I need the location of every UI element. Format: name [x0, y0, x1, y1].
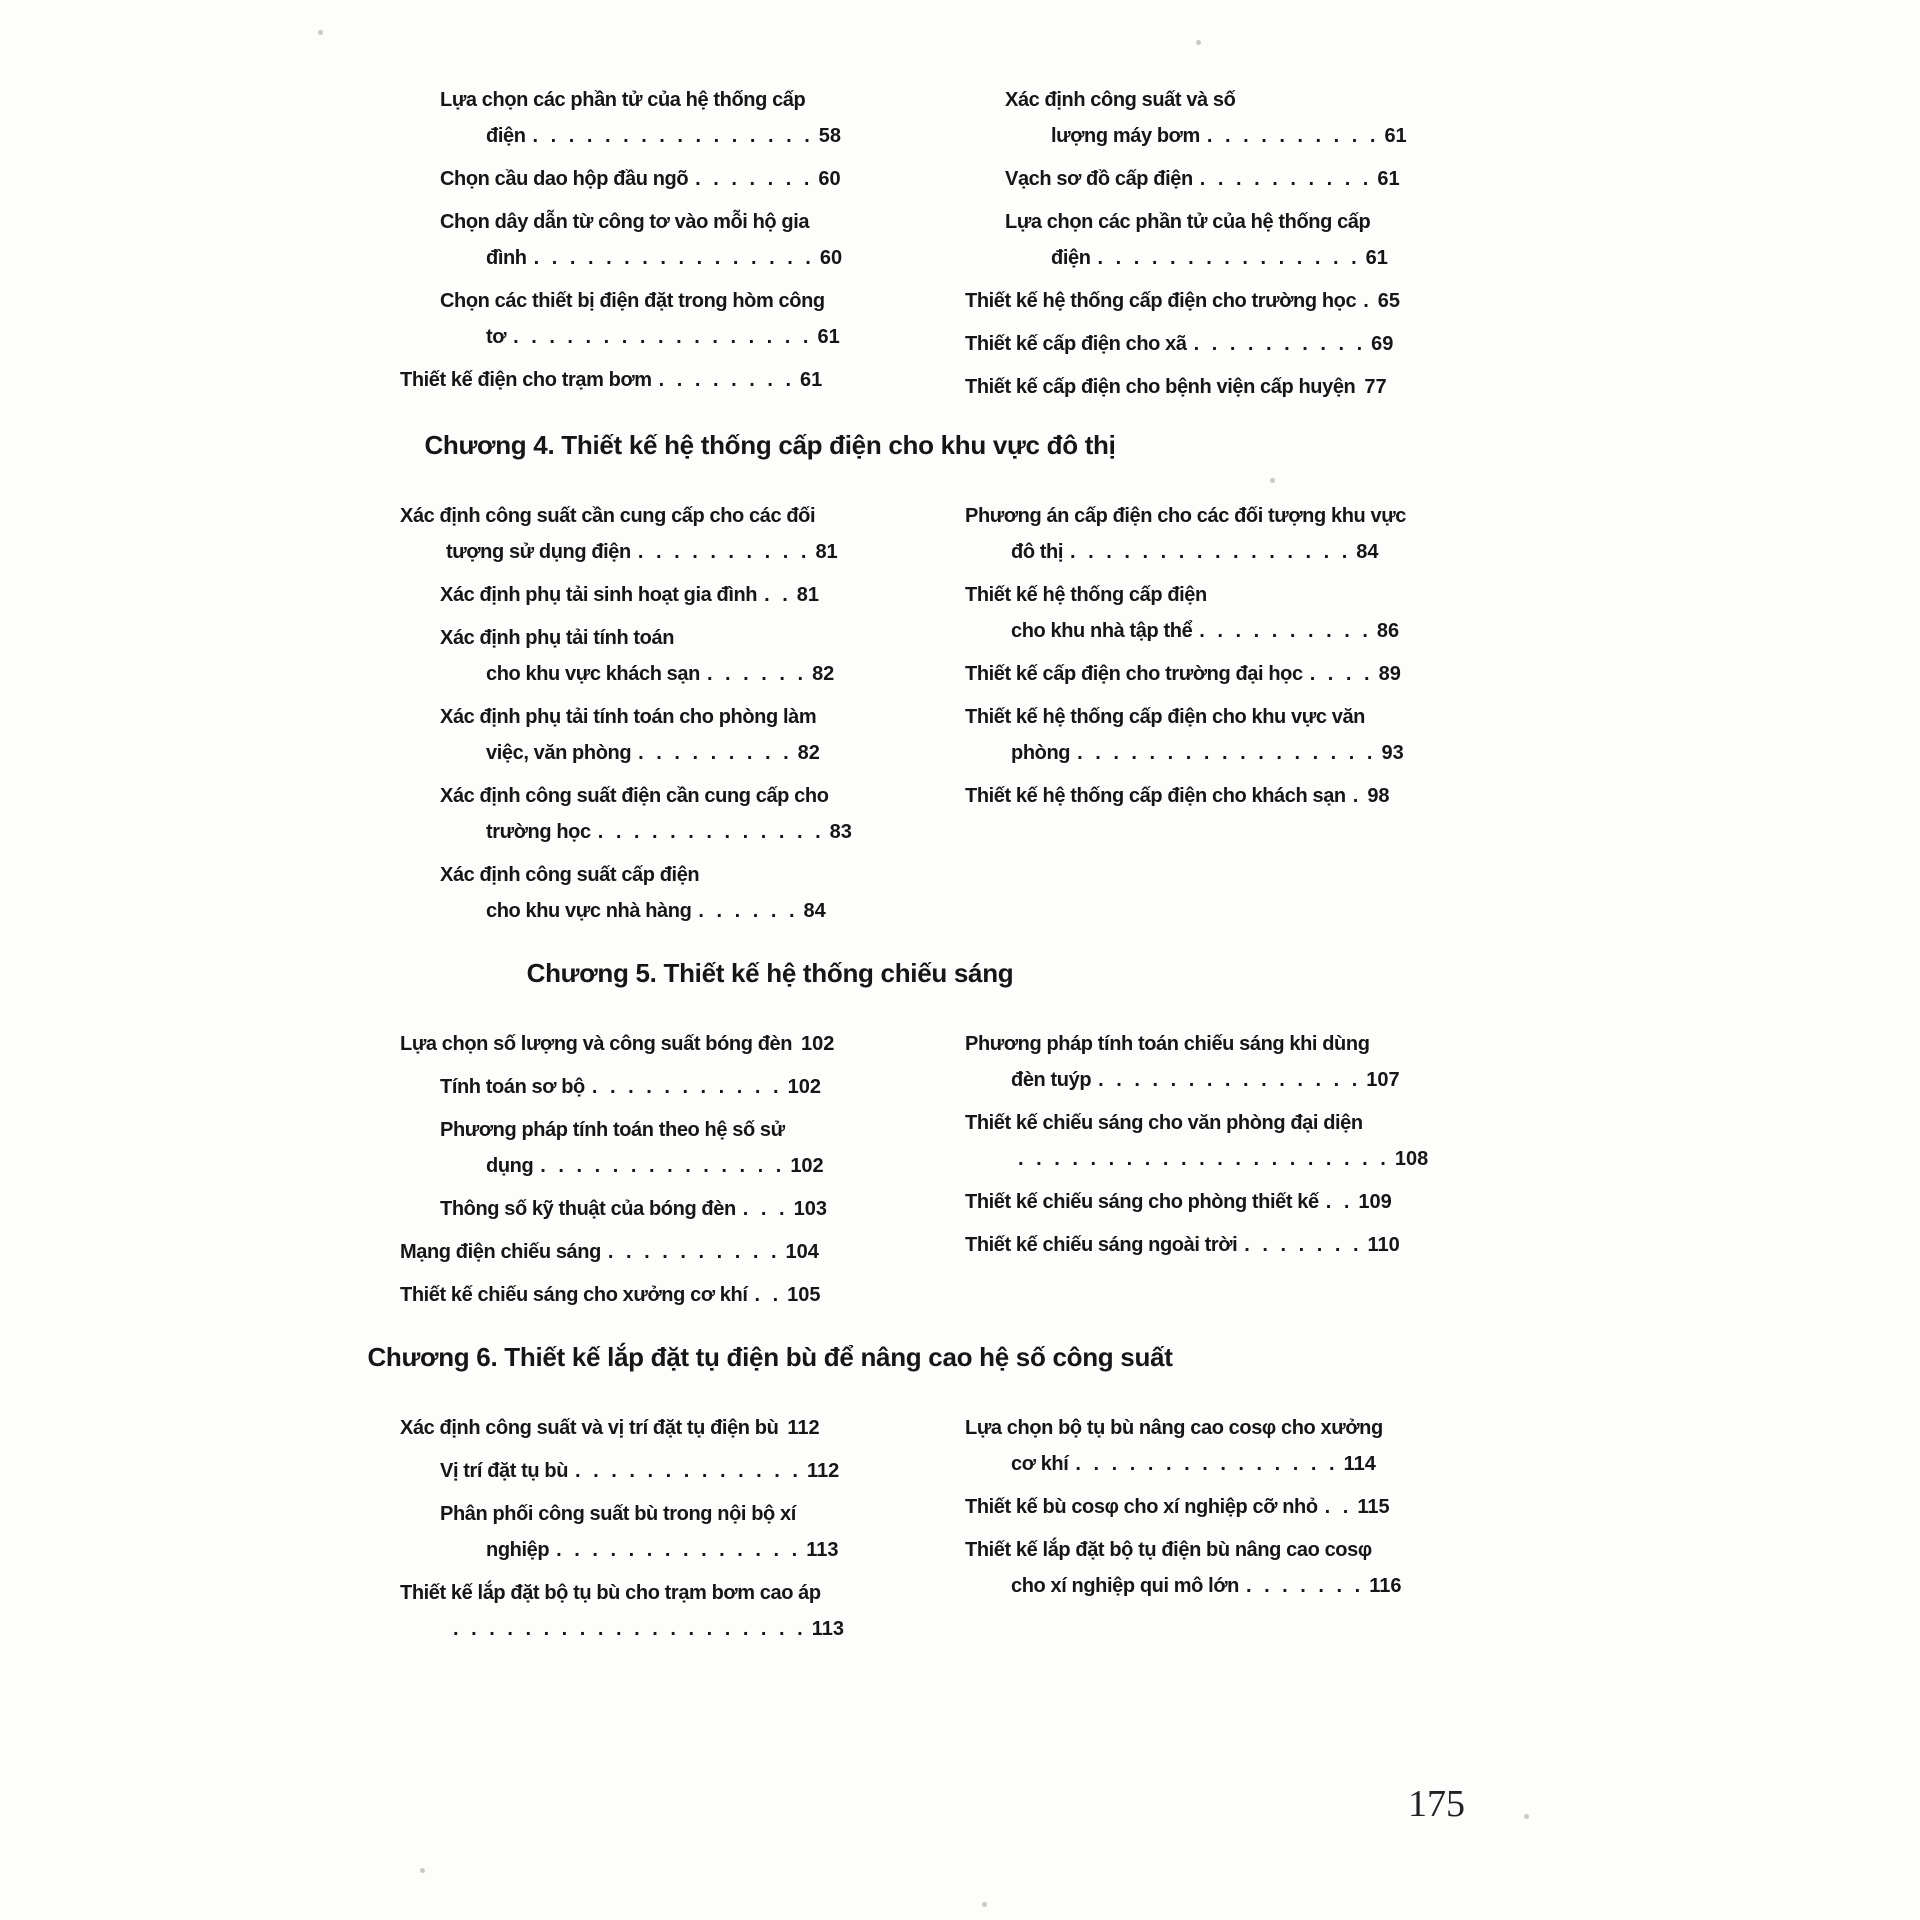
toc-entry: [1005, 82, 1465, 154]
toc-entry-line: [440, 656, 840, 692]
toc-entry: [965, 326, 1465, 362]
toc-page-ref: 82: [797, 742, 820, 764]
toc-entry: [440, 1112, 840, 1184]
toc-entry: [965, 283, 1465, 319]
toc-column-right: [965, 1026, 1465, 1270]
toc-entry-text: đình: [486, 247, 527, 269]
toc-entry-line: [965, 1105, 1465, 1141]
toc-entry-text: tơ: [486, 326, 507, 348]
toc-entry-text: Thiết kế lắp đặt bộ tụ bù cho trạm bơm cao áp: [400, 1582, 821, 1604]
toc-entry-line: [965, 613, 1465, 649]
toc-entry-line: [965, 1227, 1465, 1263]
toc-entry: [965, 1026, 1465, 1098]
dot-leader: . . . . . . . . . .: [1193, 333, 1363, 355]
toc-page-ref: 83: [829, 821, 852, 843]
toc-page-ref: 69: [1371, 333, 1394, 355]
toc-entry: [965, 577, 1465, 649]
toc-entry-line: [440, 1496, 840, 1532]
toc-page-ref: 61: [817, 326, 840, 348]
toc-page-ref: 113: [811, 1618, 844, 1640]
toc-entry-text: Vạch sơ đồ cấp điện: [1005, 168, 1193, 190]
toc-page-ref: 102: [790, 1155, 824, 1177]
toc-entry: [965, 1105, 1465, 1177]
toc-page-ref: 115: [1357, 1496, 1390, 1518]
toc-entry-line: [400, 534, 840, 570]
toc-entry-text: Xác định công suất cần cung cấp cho các đối: [400, 505, 816, 527]
toc-entry-line: [965, 1141, 1465, 1177]
dot-leader: . . . . . . . . . . . . . . . . . . . . .: [1018, 1148, 1386, 1170]
toc-entry-line: [440, 1069, 840, 1105]
dot-leader: . . . . . . . . . .: [1199, 620, 1368, 642]
toc-entry: [1005, 161, 1465, 197]
toc-entry-text: Thiết kế lắp đặt bộ tụ điện bù nâng cao cosφ: [965, 1539, 1372, 1561]
toc-page-ref: 103: [793, 1198, 827, 1220]
toc-entry-line: [440, 1453, 840, 1489]
toc-entry-line: [965, 699, 1465, 735]
toc-entry-text: Thiết kế cấp điện cho xã: [965, 333, 1187, 355]
toc-entry-text: Phân phối công suất bù trong nội bộ xí: [440, 1503, 796, 1525]
toc-entry-text: Thiết kế điện cho trạm bơm: [400, 369, 652, 391]
toc-entry-text: Thiết kế hệ thống cấp điện cho khu vực văn: [965, 706, 1365, 728]
toc-entry: [400, 1026, 840, 1062]
toc-entry-text: Thiết kế cấp điện cho bệnh viện cấp huyện: [965, 376, 1356, 398]
toc-entry-line: [1005, 240, 1465, 276]
dot-leader: . . . . . . . . . . . . . . . . . . . .: [453, 1618, 803, 1640]
page-number: 175: [1408, 1783, 1465, 1825]
toc-page-ref: 58: [818, 125, 842, 147]
toc-entry-text: Xác định phụ tải tính toán cho phòng làm: [440, 706, 817, 728]
toc-entry-line: [965, 283, 1465, 319]
toc-entry: [400, 1575, 844, 1647]
toc-entry-text: cho khu nhà tập thể: [1011, 620, 1193, 642]
toc-page-ref: 107: [1366, 1069, 1400, 1091]
toc-entry-line: [1005, 118, 1465, 154]
toc-entry-line: [400, 1277, 840, 1313]
toc-entry-text: Vị trí đặt tụ bù: [440, 1460, 569, 1482]
dot-leader: . . . . . . . . . . . . . . . .: [533, 247, 811, 269]
toc-entry-line: [400, 1611, 844, 1647]
toc-entry-text: Lựa chọn các phần tử của hệ thống cấp: [1005, 211, 1371, 233]
toc-entry-text: Xác định công suất và số: [1005, 89, 1236, 111]
toc-entry-text: đô thị: [1011, 541, 1064, 563]
toc-entry-text: Lựa chọn bộ tụ bù nâng cao cosφ cho xưởng: [965, 1417, 1383, 1439]
toc-entry: [440, 161, 840, 197]
toc-entry: [965, 1489, 1465, 1525]
toc-entry: [400, 1277, 840, 1313]
toc-page-ref: 89: [1378, 663, 1401, 685]
toc-entry-text: nghiệp: [486, 1539, 550, 1561]
toc-page-ref: 105: [787, 1284, 821, 1306]
dot-leader: . . . . . . . .: [658, 369, 792, 391]
toc-page-ref: 110: [1367, 1234, 1400, 1256]
chapter-heading: Chương 6. Thiết kế lắp đặt tụ điện bù để nâng cao hệ số công suất: [367, 1342, 1173, 1372]
toc-entry-line: [440, 240, 843, 276]
toc-entry-text: tượng sử dụng điện: [446, 541, 631, 563]
toc-column-left: [400, 1410, 844, 1654]
toc-entry-line: [1005, 161, 1465, 197]
toc-entry: [965, 778, 1465, 814]
toc-entry: [965, 1184, 1465, 1220]
toc-entry-line: [965, 1532, 1465, 1568]
toc-page-ref: 102: [787, 1076, 821, 1098]
toc-entry-line: [440, 1112, 840, 1148]
toc-entry-line: [965, 1026, 1465, 1062]
toc-page-ref: 84: [1356, 541, 1379, 563]
toc-entry-text: Phương án cấp điện cho các đối tượng khu vực: [965, 505, 1407, 527]
toc-column-right: [965, 1410, 1465, 1611]
toc-entry-text: Xác định phụ tải sinh hoạt gia đình: [440, 584, 758, 606]
toc-entry-text: Xác định công suất và vị trí đặt tụ điện bù: [400, 1417, 779, 1439]
toc-entry-line: [965, 1062, 1465, 1098]
dot-leader: . .: [1324, 1496, 1349, 1518]
toc-page-ref: 86: [1376, 620, 1400, 642]
toc-entry-line: [965, 577, 1465, 613]
toc-entry-line: [440, 1148, 840, 1184]
dot-leader: . . . . . . . . . . . . .: [575, 1460, 798, 1482]
dot-leader: . . . . . . . . . . . . . . .: [1098, 1069, 1358, 1091]
toc-page-ref: 84: [803, 900, 826, 922]
toc-entry-text: dụng: [486, 1155, 534, 1177]
toc-entry-line: [400, 1410, 840, 1446]
toc-entry-text: Xác định công suất điện cần cung cấp cho: [440, 785, 829, 807]
toc-entry: [440, 1496, 840, 1568]
toc-page-ref: 109: [1358, 1191, 1392, 1213]
toc-entry-line: [440, 778, 840, 814]
toc-entry-line: [440, 1191, 840, 1227]
toc-entry-line: [440, 204, 840, 240]
toc-entry-line: [440, 893, 840, 929]
dot-leader: . . . . . . . . . . .: [591, 1076, 779, 1098]
toc-entry-line: [400, 1575, 840, 1611]
toc-entry-text: lượng máy bơm: [1051, 125, 1200, 147]
toc-page-ref: 113: [806, 1539, 839, 1561]
toc-entry-text: Tính toán sơ bộ: [440, 1076, 585, 1098]
toc-column-left: [400, 498, 852, 936]
toc-entry-text: đèn tuýp: [1011, 1069, 1092, 1091]
toc-entry-line: [440, 1532, 840, 1568]
toc-entry-text: Thiết kế chiếu sáng cho phòng thiết kế: [965, 1191, 1319, 1213]
toc-page-ref: 112: [787, 1417, 820, 1439]
toc-entry-line: [440, 814, 852, 850]
toc-entry-line: [400, 498, 840, 534]
toc-entry: [440, 577, 840, 613]
dot-leader: . .: [764, 584, 788, 606]
toc-entry-line: [965, 326, 1465, 362]
dot-leader: . . . . . . .: [695, 168, 810, 190]
dot-leader: . . . . . .: [706, 663, 804, 685]
toc-page-ref: 60: [819, 247, 843, 269]
dot-leader: .: [1352, 785, 1359, 807]
toc-entry-text: Thiết kế chiếu sáng cho văn phòng đại diện: [965, 1112, 1363, 1134]
toc-entry-text: Thiết kế chiếu sáng cho xưởng cơ khí: [400, 1284, 748, 1306]
toc-entry-text: Thiết kế hệ thống cấp điện cho khách sạn: [965, 785, 1346, 807]
toc-entry: [965, 369, 1465, 405]
scan-speck: [1196, 40, 1201, 45]
dot-leader: . . . . . . . . . .: [607, 1241, 777, 1263]
toc-entry-line: [965, 656, 1465, 692]
toc-entry-line: [965, 1489, 1465, 1525]
toc-entry-line: [1005, 82, 1465, 118]
toc-entry-line: [440, 118, 840, 154]
toc-column-left: [400, 82, 843, 405]
toc-page-ref: 81: [796, 584, 820, 606]
toc-entry: [1005, 204, 1465, 276]
scan-speck: [318, 30, 323, 35]
toc-entry-text: Chọn dây dẫn từ công tơ vào mỗi hộ gia: [440, 211, 810, 233]
toc-entry: [440, 778, 852, 850]
toc-entry: [965, 699, 1465, 771]
dot-leader: . . . . . . . . . . . . . . . . .: [513, 326, 809, 348]
toc-entry-text: điện: [486, 125, 526, 147]
toc-entry-text: Thiết kế bù cosφ cho xí nghiệp cỡ nhỏ: [965, 1496, 1318, 1518]
toc-entry-text: Thông số kỹ thuật của bóng đèn: [440, 1198, 736, 1220]
dot-leader: . . . . . . . . . . . . . . . . .: [1077, 742, 1373, 764]
toc-entry-text: Chọn cầu dao hộp đầu ngõ: [440, 168, 689, 190]
toc-entry-line: [440, 319, 840, 355]
toc-page-ref: 61: [1384, 125, 1407, 147]
toc-page-ref: 61: [800, 369, 823, 391]
toc-page-ref: 108: [1394, 1148, 1429, 1170]
dot-leader: . . . .: [1309, 663, 1370, 685]
toc-entry-text: điện: [1051, 247, 1091, 269]
toc-entry-text: Thiết kế hệ thống cấp điện cho trường học: [965, 290, 1357, 312]
toc-entry: [400, 1410, 840, 1446]
toc-entry: [440, 82, 840, 154]
toc-entry-text: cho xí nghiệp qui mô lớn: [1011, 1575, 1239, 1597]
toc-entry-line: [440, 735, 840, 771]
toc-entry-text: Mạng điện chiếu sáng: [400, 1241, 601, 1263]
toc-entry: [440, 204, 843, 276]
toc-entry: [965, 1410, 1465, 1482]
toc-entry: [440, 699, 840, 771]
toc-entry-text: cho khu vực khách sạn: [486, 663, 700, 685]
toc-entry: [440, 1453, 840, 1489]
dot-leader: . . . . . . . . . . . . . .: [540, 1155, 782, 1177]
dot-leader: . . . . . . . . . . . . . .: [556, 1539, 798, 1561]
toc-entry-text: Phương pháp tính toán theo hệ số sử: [440, 1119, 785, 1141]
toc-entry-text: phòng: [1011, 742, 1071, 764]
toc-entry-line: [440, 82, 840, 118]
toc-entry-line: [440, 699, 840, 735]
toc-column-right: [965, 82, 1465, 412]
toc-page-ref: 60: [818, 168, 841, 190]
toc-entry-line: [965, 1410, 1465, 1446]
toc-entry-text: Xác định phụ tải tính toán: [440, 627, 675, 649]
dot-leader: . . . . . . . . . .: [1206, 125, 1376, 147]
toc-entry: [400, 498, 840, 570]
toc-entry-text: Lựa chọn số lượng và công suất bóng đèn: [400, 1033, 793, 1055]
toc-page-ref: 61: [1377, 168, 1400, 190]
toc-column-right: [965, 498, 1465, 821]
dot-leader: . . . . . . . . . . . . . . . .: [532, 125, 810, 147]
toc-entry: [440, 1069, 840, 1105]
toc-entry-line: [440, 283, 840, 319]
toc-page-ref: 112: [806, 1460, 840, 1482]
toc-entry-line: [440, 161, 840, 197]
dot-leader: . . . . . . . . .: [638, 742, 789, 764]
dot-leader: .: [1363, 290, 1369, 312]
toc-column-left: [400, 1026, 840, 1320]
toc-entry: [965, 656, 1465, 692]
toc-page-ref: 114: [1343, 1453, 1376, 1475]
toc-entry-text: cho khu vực nhà hàng: [486, 900, 692, 922]
toc-page-ref: 98: [1367, 785, 1390, 807]
toc-entry-line: [440, 620, 840, 656]
toc-entry-line: [400, 1234, 840, 1270]
dot-leader: . . . . . . . . . . . . . . . .: [1070, 541, 1348, 563]
toc-page-ref: 116: [1369, 1575, 1402, 1597]
dot-leader: . . . . . . . . . .: [637, 541, 807, 563]
toc-page-ref: 65: [1377, 290, 1401, 312]
chapter-heading: Chương 4. Thiết kế hệ thống cấp điện cho khu vực đô thị: [424, 430, 1116, 460]
toc-entry-line: [440, 577, 840, 613]
toc-entry: [400, 362, 840, 398]
scan-speck: [982, 1902, 987, 1907]
scan-speck: [1270, 478, 1275, 483]
toc-entry-line: [965, 1568, 1465, 1604]
toc-page-ref: 61: [1365, 247, 1388, 269]
toc-entry-text: trường học: [486, 821, 591, 843]
dot-leader: . . . . . . .: [1245, 1575, 1361, 1597]
toc-entry-line: [965, 498, 1465, 534]
toc-entry-line: [400, 1026, 840, 1062]
toc-page-ref: 81: [815, 541, 838, 563]
toc-entry-line: [440, 857, 840, 893]
toc-entry-line: [1005, 204, 1465, 240]
toc-entry-text: Chọn các thiết bị điện đặt trong hòm công: [440, 290, 825, 312]
toc-page-ref: 77: [1364, 376, 1387, 398]
dot-leader: . . . . . . . . . . . . . . .: [1075, 1453, 1335, 1475]
dot-leader: . . . . . . . . . .: [1199, 168, 1369, 190]
toc-entry-text: Xác định công suất cấp điện: [440, 864, 700, 886]
toc-entry-line: [965, 778, 1465, 814]
toc-entry-text: Thiết kế chiếu sáng ngoài trời: [965, 1234, 1238, 1256]
dot-leader: . .: [1325, 1191, 1350, 1213]
dot-leader: . . . . . . . . . . . . . . .: [1097, 247, 1357, 269]
toc-entry: [965, 1532, 1465, 1604]
toc-entry: [400, 1234, 840, 1270]
toc-entry-line: [400, 362, 840, 398]
toc-entry-text: Thiết kế cấp điện cho trường đại học: [965, 663, 1303, 685]
dot-leader: . .: [754, 1284, 779, 1306]
toc-entry-text: cơ khí: [1011, 1453, 1069, 1475]
toc-entry: [440, 620, 840, 692]
toc-entry-text: Lựa chọn các phần tử của hệ thống cấp: [440, 89, 806, 111]
toc-entry-line: [965, 735, 1465, 771]
toc-entry: [440, 283, 840, 355]
dot-leader: . . .: [742, 1198, 785, 1220]
dot-leader: . . . . . . . . . . . . .: [597, 821, 821, 843]
toc-entry-line: [965, 1446, 1465, 1482]
toc-entry-line: [965, 534, 1465, 570]
toc-entry: [965, 498, 1465, 570]
toc-entry-text: Phương pháp tính toán chiếu sáng khi dùng: [965, 1033, 1370, 1055]
toc-page-ref: 93: [1381, 742, 1404, 764]
toc-entry-line: [965, 1184, 1465, 1220]
toc-entry: [440, 1191, 840, 1227]
toc-page-ref: 102: [801, 1033, 835, 1055]
toc-entry-line: [965, 369, 1465, 405]
toc-entry-text: việc, văn phòng: [486, 742, 632, 764]
toc-entry: [440, 857, 840, 929]
scan-speck: [1524, 1814, 1529, 1819]
scan-speck: [420, 1868, 425, 1873]
dot-leader: . . . . . . .: [1244, 1234, 1359, 1256]
toc-page-ref: 104: [785, 1241, 819, 1263]
toc-entry: [965, 1227, 1465, 1263]
dot-leader: . . . . . .: [698, 900, 795, 922]
toc-page-ref: 82: [812, 663, 835, 685]
chapter-heading: Chương 5. Thiết kế hệ thống chiếu sáng: [526, 958, 1014, 988]
toc-entry-text: Thiết kế hệ thống cấp điện: [965, 584, 1207, 606]
